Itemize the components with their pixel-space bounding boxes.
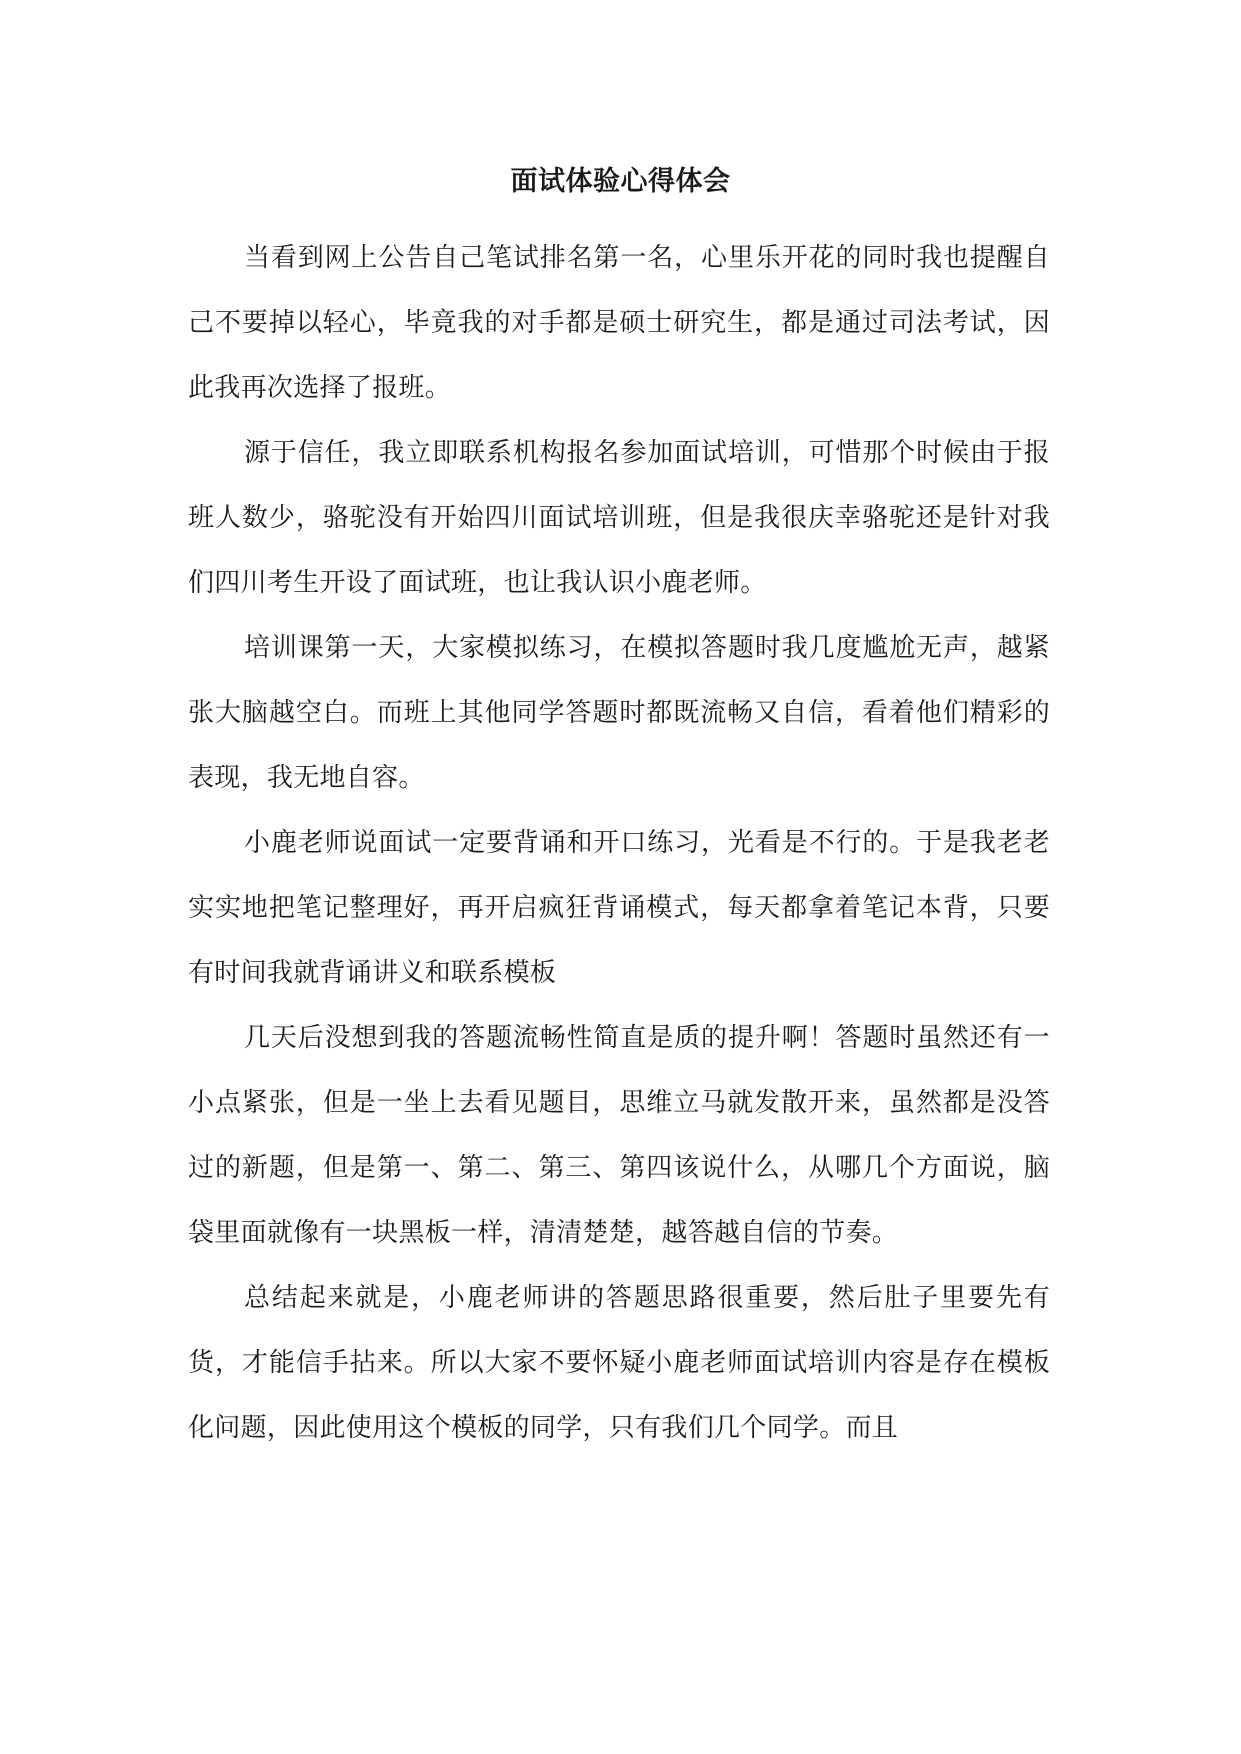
document-body xyxy=(188,226,1050,1461)
paragraph-3: 培训课第一天，大家模拟练习，在模拟答题时我几度尴尬无声，越紧张大脑越空白。而班上其他同学答题时都既流畅又自信，看着他们精彩的表现，我无地自容。 xyxy=(188,633,1050,793)
document-title: 面试体验心得体会 xyxy=(510,166,731,197)
paragraph-1: 当看到网上公告自己笔试排名第一名，心里乐开花的同时我也提醒自己不要掉以轻心，毕竟我的对手都是硕士研究生，都是通过司法考试，因此我再次选择了报班。 xyxy=(188,243,1050,403)
paragraph-4: 小鹿老师说面试一定要背诵和开口练习，光看是不行的。于是我老老实实地把笔记整理好，再开启疯狂背诵模式，每天都拿着笔记本背，只要有时间我就背诵讲义和联系模板 xyxy=(188,828,1050,988)
paragraph-2: 源于信任，我立即联系机构报名参加面试培训，可惜那个时候由于报班人数少，骆驼没有开始四川面试培训班，但是我很庆幸骆驼还是针对我们四川考生开设了面试班，也让我认识小鹿老师。 xyxy=(188,438,1050,598)
paragraph-6: 总结起来就是，小鹿老师讲的答题思路很重要，然后肚子里要先有货，才能信手拈来。所以大家不要怀疑小鹿老师面试培训内容是存在模板化问题，因此使用这个模板的同学，只有我们几个同学。而且 xyxy=(188,1283,1050,1443)
paragraph-5: 几天后没想到我的答题流畅性简直是质的提升啊！答题时虽然还有一小点紧张，但是一坐上去看见题目，思维立马就发散开来，虽然都是没答过的新题，但是第一、第二、第三、第四该说什么，从哪几个方面说，脑袋里面就像有一块黑板一样，清清楚楚，越答越自信的节奏。 xyxy=(188,1023,1050,1248)
